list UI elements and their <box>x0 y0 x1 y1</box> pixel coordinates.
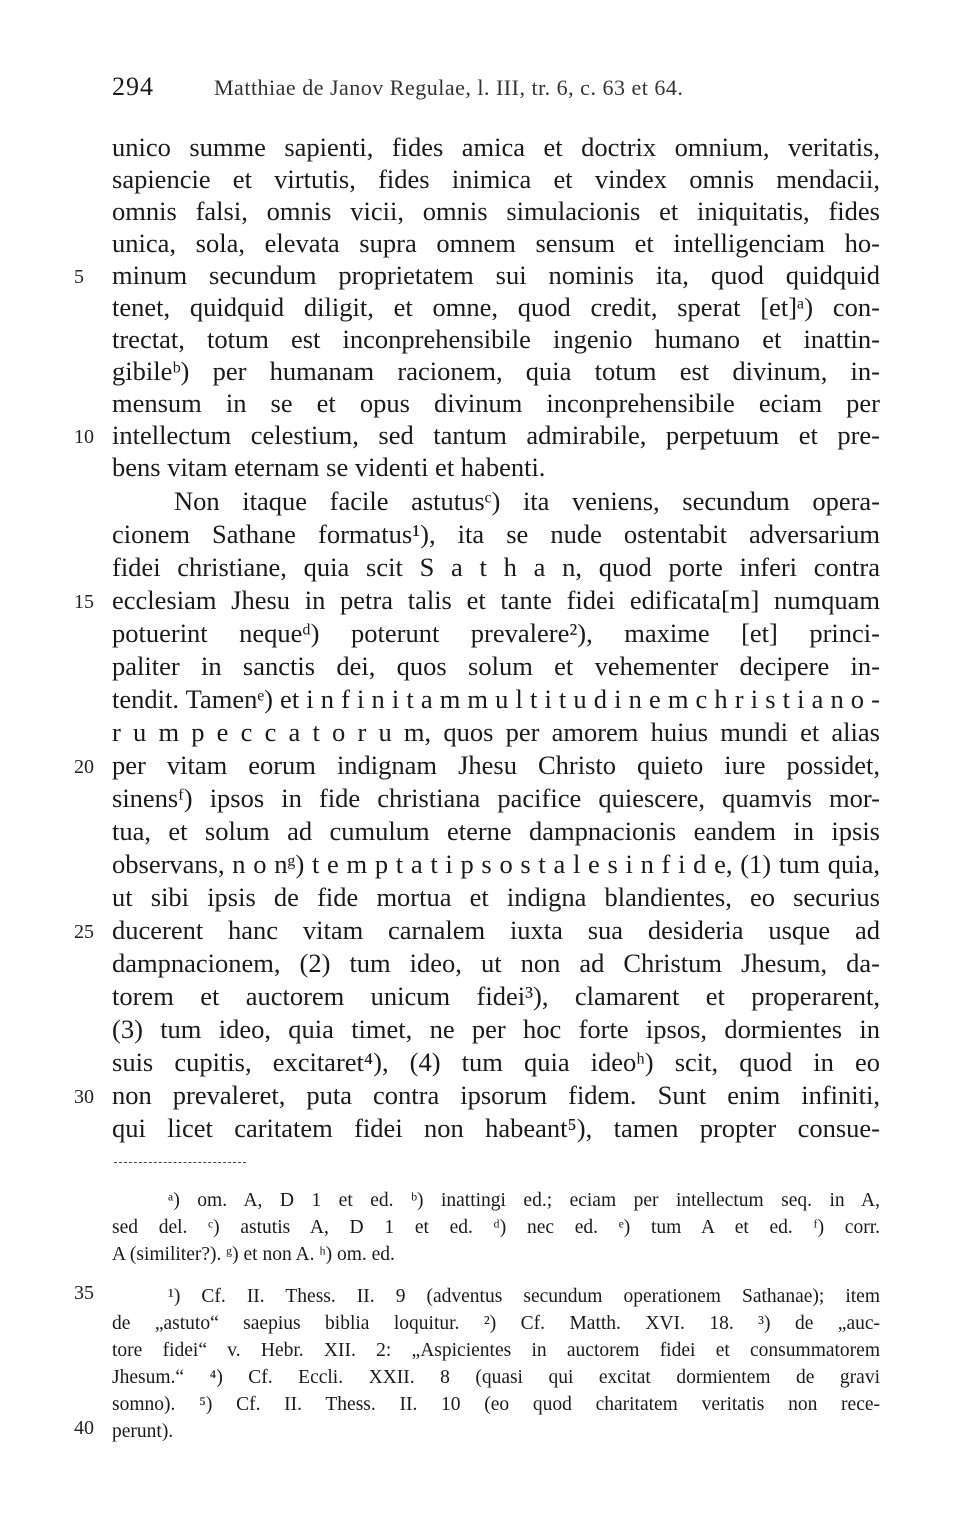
line-number: 5 <box>74 266 84 288</box>
textual-note-line: sed del. ᶜ) astutis A, D 1 et ed. ᵈ) nec ed. ᵉ) tum A et ed. ᶠ) corr. <box>112 1217 880 1238</box>
text-line: tendit. Tamenᵉ) et i n f i n i t a m m u l t i t u d i n e m c h r i s t i a n o - <box>112 684 880 714</box>
text-line: potuerint nequeᵈ) poterunt prevalere²), maxime [et] princi- <box>112 618 880 648</box>
source-note-line: somno). ⁵) Cf. II. Thess. II. 10 (eo quod charitatem veritatis non rece- <box>112 1394 880 1415</box>
text-line: qui licet caritatem fidei non habeant⁵), tamen propter consue- <box>112 1113 880 1143</box>
text-line: bens vitam eternam se videnti et habenti. <box>112 452 546 482</box>
text-line: paliter in sanctis dei, quos solum et vehementer decipere in- <box>112 651 880 681</box>
paragraph-first-line: Non itaque facile astutusᶜ) ita veniens, secundum opera- <box>174 486 880 516</box>
text-line: minum secundum proprietatem sui nominis ita, quod quidquid <box>112 260 880 290</box>
text-line: suis cupitis, excitaret⁴), (4) tum quia ideoʰ) scit, quod in eo <box>112 1047 880 1077</box>
source-note-line: perunt). <box>112 1421 174 1442</box>
text-line: sinensᶠ) ipsos in fide christiana pacifice quiescere, quamvis mor- <box>112 783 880 813</box>
text-line: unico summe sapienti, fides amica et doctrix omnium, veritatis, <box>112 132 880 162</box>
text-line: ducerent hanc vitam carnalem iuxta sua desideria usque ad <box>112 915 880 945</box>
page-number: 294 <box>112 72 154 101</box>
source-note-line: ¹) Cf. II. Thess. II. 9 (adventus secundum operationem Sathanae); item <box>168 1286 880 1307</box>
line-number: 15 <box>74 591 94 613</box>
text-line: sapiencie et virtutis, fides inimica et vindex omnis mendacii, <box>112 164 880 194</box>
running-head <box>112 72 882 104</box>
line-number: 20 <box>74 756 94 778</box>
text-line: torem et auctorem unicum fidei³), clamarent et properarent, <box>112 981 880 1011</box>
running-title: Matthiae de Janov Regulae, l. III, tr. 6, c. 63 et 64. <box>214 75 684 100</box>
text-line: ut sibi ipsis de fide mortua et indigna blandientes, eo securius <box>112 882 880 912</box>
line-number: 10 <box>74 426 94 448</box>
textual-note-line: ᵃ) om. A, D 1 et ed. ᵇ) inattingi ed.; eciam per intellectum seq. in A, <box>168 1190 880 1211</box>
text-line: (3) tum ideo, quia timet, ne per hoc forte ipsos, dormientes in <box>112 1014 880 1044</box>
text-line: fidei christiane, quia scit S a t h a n, quod porte inferi contra <box>112 552 880 582</box>
source-note-line: de „astuto“ saepius biblia loquitur. ²) Cf. Matth. XVI. 18. ³) de „auc- <box>112 1313 880 1334</box>
text-line: omnis falsi, omnis vicii, omnis simulacionis et iniquitatis, fides <box>112 196 880 226</box>
footnote-line-number: 35 <box>74 1282 94 1304</box>
text-line: observans, n o nᵍ) t e m p t a t i p s o s t a l e s i n f i d e, (1) tum quia, <box>112 849 880 879</box>
text-line: ecclesiam Jhesu in petra talis et tante fidei edificata[m] numquam <box>112 585 880 615</box>
text-line: unica, sola, elevata supra omnem sensum et intelligenciam ho- <box>112 228 880 258</box>
footnote-separator <box>114 1162 246 1163</box>
textual-note-line: A (similiter?). ᵍ) et non A. ʰ) om. ed. <box>112 1244 395 1265</box>
text-line: gibileᵇ) per humanam racionem, quia totum est divinum, in- <box>112 356 880 386</box>
text-line: per vitam eorum indignam Jhesu Christo quieto iure possidet, <box>112 750 880 780</box>
text-line: dampnacionem, (2) tum ideo, ut non ad Christum Jhesum, da- <box>112 948 880 978</box>
text-line: mensum in se et opus divinum inconprehensibile eciam per <box>112 388 880 418</box>
line-number: 30 <box>74 1086 94 1108</box>
text-line: trectat, totum est inconprehensibile ingenio humano et inattin- <box>112 324 880 354</box>
source-note-line: tore fidei“ v. Hebr. XII. 2: „Aspicientes in auctorem fidei et consummatorem <box>112 1340 880 1361</box>
text-line: tua, et solum ad cumulum eterne dampnacionis eandem in ipsis <box>112 816 880 846</box>
source-note-line: Jhesum.“ ⁴) Cf. Eccli. XXII. 8 (quasi qui excitat dormientem de gravi <box>112 1367 880 1388</box>
text-line: intellectum celestium, sed tantum admirabile, perpetuum et pre- <box>112 420 880 450</box>
text-line: tenet, quidquid diligit, et omne, quod credit, sperat [et]ᵃ) con- <box>112 292 880 322</box>
text-line: r u m p e c c a t o r u m, quos per amorem huius mundi et alias <box>112 717 880 747</box>
text-line: non prevaleret, puta contra ipsorum fidem. Sunt enim infiniti, <box>112 1080 880 1110</box>
line-number: 25 <box>74 921 94 943</box>
text-line: cionem Sathane formatus¹), ita se nude ostentabit adversarium <box>112 519 880 549</box>
footnote-line-number: 40 <box>74 1417 94 1439</box>
